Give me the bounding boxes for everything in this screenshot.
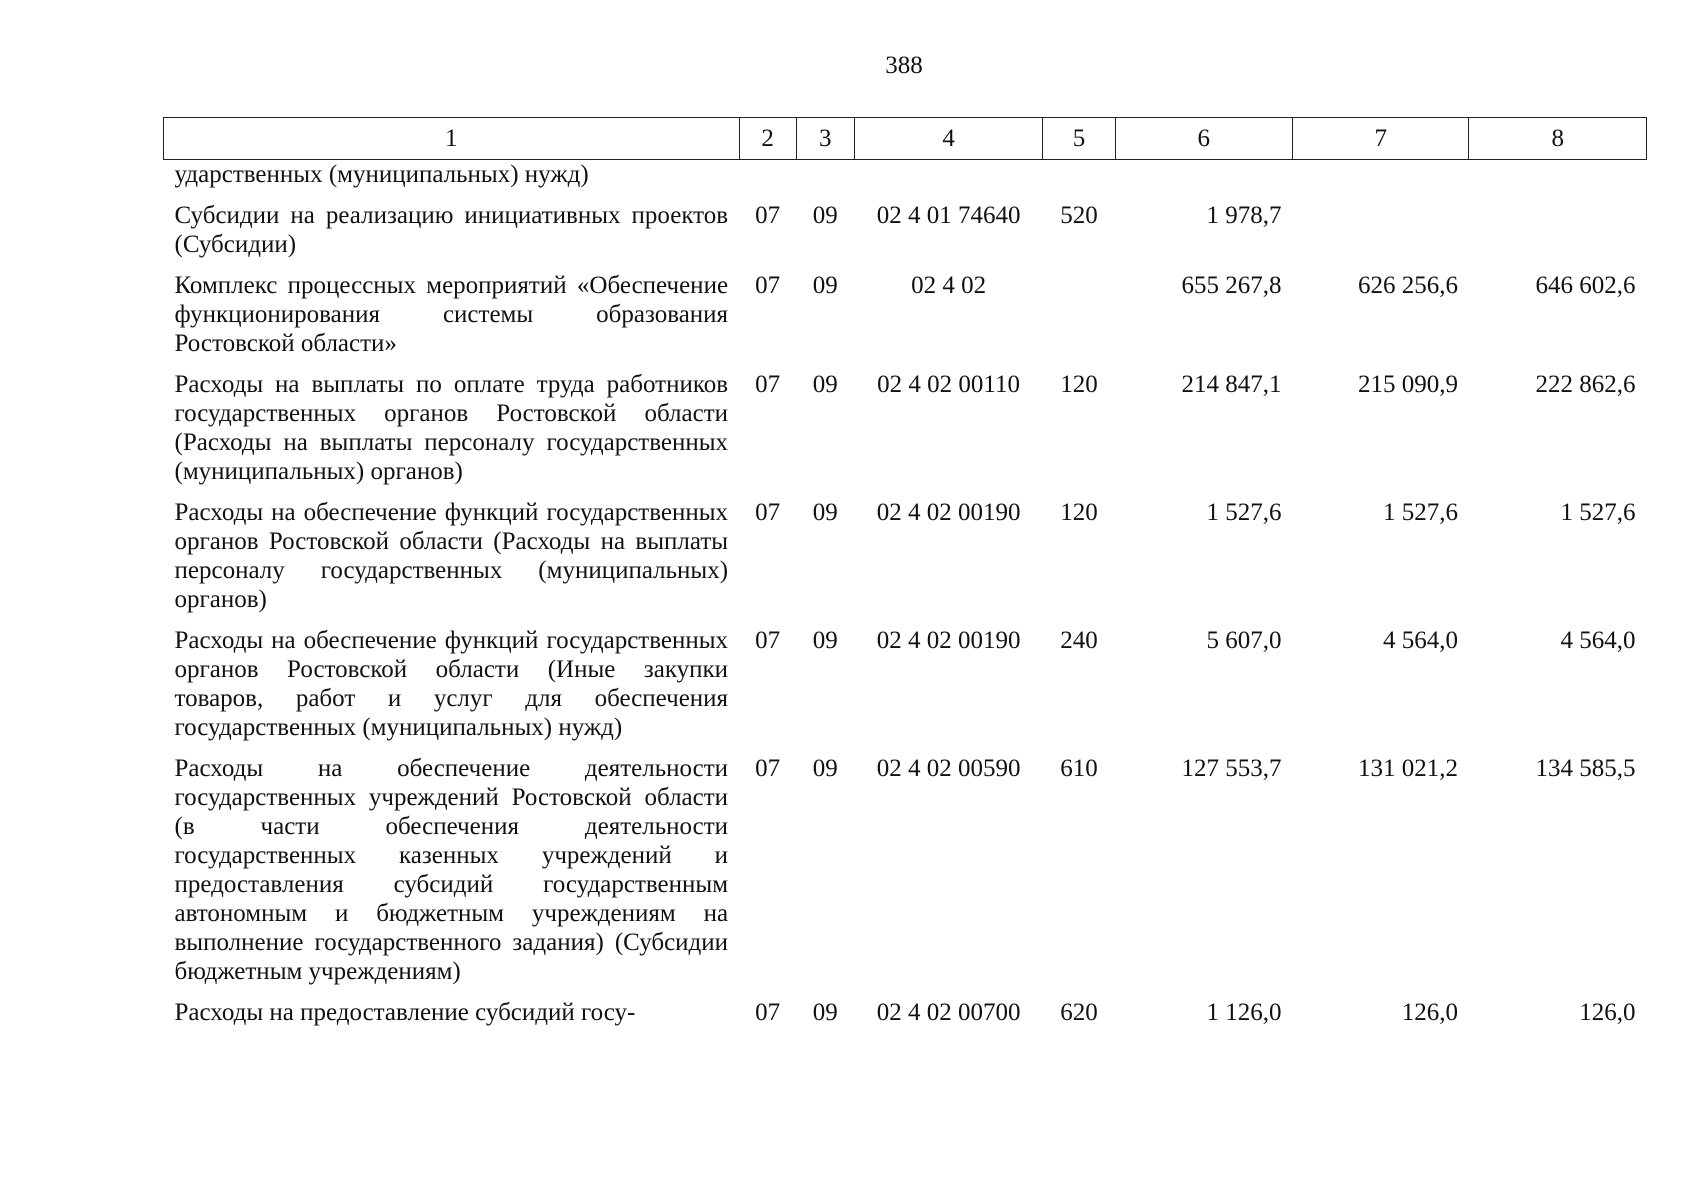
- page-number: 388: [885, 52, 923, 79]
- row-amount-2: [1293, 189, 1469, 259]
- table-row: [164, 259, 1647, 358]
- row-amount-3: 4 564,0: [1560, 627, 1636, 654]
- row-target-code: 02 4 02: [911, 272, 987, 299]
- column-header: 8: [1469, 118, 1647, 160]
- row-amount-1: 5 607,0: [1206, 627, 1282, 654]
- row-amount-3: 134 585,5: [1535, 755, 1636, 782]
- row-amount-2: 215 090,9: [1357, 371, 1458, 398]
- row-description: Расходы на обеспечение функций государственных органов Ростовской области (Расходы на выплаты персоналу государственных (муниципальных) органов): [174, 499, 729, 613]
- row-expense-type: 120: [1060, 371, 1098, 398]
- row-amount-2: 131 021,2: [1357, 755, 1458, 782]
- row-amount-1: 214 847,1: [1181, 371, 1282, 398]
- column-header: 3: [796, 118, 854, 160]
- row-amount-2: 4 564,0: [1382, 627, 1458, 654]
- row-subsection: 09: [812, 627, 838, 654]
- row-target-code: 02 4 02 00190: [876, 627, 1021, 654]
- continuation-text: ударственных (муниципальных) нужд): [174, 161, 589, 188]
- row-amount-3: 126,0: [1579, 999, 1636, 1026]
- row-description: Комплекс процессных мероприятий «Обеспечение функционирования системы образования Ростовской области»: [174, 272, 729, 357]
- row-subsection: 09: [812, 202, 838, 229]
- table-row: [164, 358, 1647, 486]
- row-subsection: 09: [812, 755, 838, 782]
- row-amount-2: 626 256,6: [1357, 272, 1458, 299]
- row-subsection: 09: [812, 499, 838, 526]
- row-expense-type: 120: [1060, 499, 1098, 526]
- row-target-code: 02 4 02 00190: [876, 499, 1021, 526]
- row-description: Расходы на выплаты по оплате труда работников государственных органов Ростовской области (Расходы на выплаты персоналу государственных (муниципальных) органов): [174, 371, 729, 485]
- row-section: 07: [755, 755, 781, 782]
- continuation-row: [164, 160, 1647, 190]
- row-amount-1: 1 978,7: [1206, 202, 1282, 229]
- column-header: 1: [164, 118, 740, 160]
- table-row: [164, 614, 1647, 742]
- row-target-code: 02 4 02 00110: [877, 371, 1020, 398]
- row-amount-3: [1469, 189, 1647, 259]
- row-amount-1: 127 553,7: [1181, 755, 1282, 782]
- row-amount-1: 1 527,6: [1206, 499, 1282, 526]
- table-row: [164, 486, 1647, 614]
- row-description: Расходы на обеспечение функций государственных органов Ростовской области (Иные закупки товаров, работ и услуг для обеспечения государственных (муниципальных) нужд): [174, 627, 729, 741]
- row-section: 07: [755, 999, 781, 1026]
- row-expense-type: 240: [1060, 627, 1098, 654]
- row-amount-1: 655 267,8: [1181, 272, 1282, 299]
- row-target-code: 02 4 02 00590: [876, 755, 1021, 782]
- row-target-code: 02 4 02 00700: [876, 999, 1021, 1026]
- row-subsection: 09: [812, 371, 838, 398]
- column-header: 5: [1043, 118, 1115, 160]
- row-expense-type: [1043, 259, 1115, 358]
- row-section: 07: [755, 202, 781, 229]
- row-amount-3: 1 527,6: [1560, 499, 1636, 526]
- header-row: [164, 118, 1647, 160]
- row-expense-type: 620: [1060, 999, 1098, 1026]
- row-section: 07: [755, 272, 781, 299]
- row-amount-3: 646 602,6: [1535, 272, 1636, 299]
- row-expense-type: 610: [1060, 755, 1098, 782]
- row-amount-3: 222 862,6: [1535, 371, 1636, 398]
- table-row: [164, 189, 1647, 259]
- table-row: [164, 986, 1647, 1027]
- column-header: 2: [739, 118, 796, 160]
- row-section: 07: [755, 627, 781, 654]
- row-amount-2: 126,0: [1401, 999, 1458, 1026]
- row-description: Субсидии на реализацию инициативных проектов (Субсидии): [174, 202, 729, 258]
- column-header: 4: [854, 118, 1043, 160]
- row-amount-2: 1 527,6: [1382, 499, 1458, 526]
- row-subsection: 09: [812, 272, 838, 299]
- column-header: 7: [1293, 118, 1469, 160]
- row-subsection: 09: [812, 999, 838, 1026]
- row-description: Расходы на предоставление субсидий госу-: [174, 999, 636, 1026]
- row-expense-type: 520: [1060, 202, 1098, 229]
- row-section: 07: [755, 499, 781, 526]
- row-target-code: 02 4 01 74640: [876, 202, 1021, 229]
- budget-table: [163, 117, 1647, 1027]
- column-header: 6: [1115, 118, 1292, 160]
- row-amount-1: 1 126,0: [1206, 999, 1282, 1026]
- table-row: [164, 742, 1647, 986]
- row-description: Расходы на обеспечение деятельности государственных учреждений Ростовской области (в части обеспечения деятельности государственных казенных учреждений и предоставления субсидий государственным автономным и бюджетным учреждениям на выполнение государственного задания) (Субсидии бюджетным учреждениям): [174, 755, 729, 985]
- row-section: 07: [755, 371, 781, 398]
